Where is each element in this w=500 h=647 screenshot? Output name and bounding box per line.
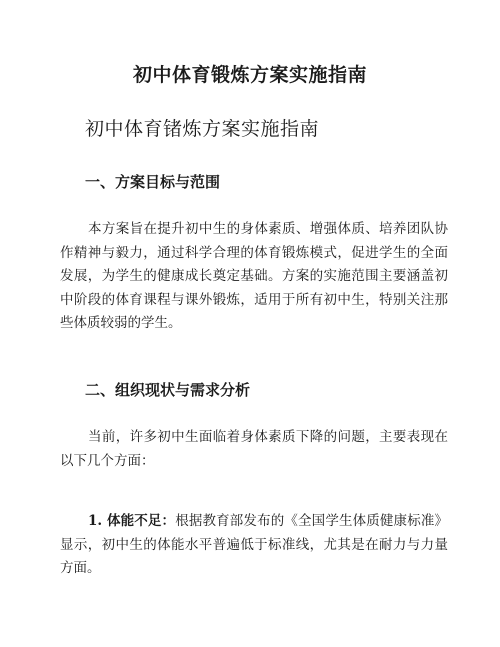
section-1-heading: 一、方案目标与范围	[85, 173, 221, 191]
list-item-1	[60, 510, 448, 581]
list-item-1-text: 根据教育部发布的《全国学生体质健康标准》显示，初中生的体能水平普遍低于标准线，尤其是在耐力与力量方面。	[60, 513, 449, 576]
section-2-heading: 二、组织现状与需求分析	[85, 381, 251, 399]
document-heading: 初中体育锗炼方案实施指南	[85, 118, 320, 140]
list-item-1-lead: 1. 体能不足：	[88, 513, 176, 529]
section-2-paragraph: 当前，许多初中生面临着身体素质下降的问题，主要表现在以下几个方面：	[60, 429, 448, 469]
document-title: 初中体育锻炼方案实施指南	[132, 64, 367, 86]
section-1-paragraph: 本方案旨在提升初中生的身体素质、增强体质、培养团队协作精神与毅力，通过科学合理的体育锻炼模式，促进学生的全面发展，为学生的健康成长奠定基础。方案的实施范围主要涵盖初中阶段的体育课程与课外锻炼，适用于所有初中生，特别关注那些体质较弱的学生。	[60, 221, 448, 331]
